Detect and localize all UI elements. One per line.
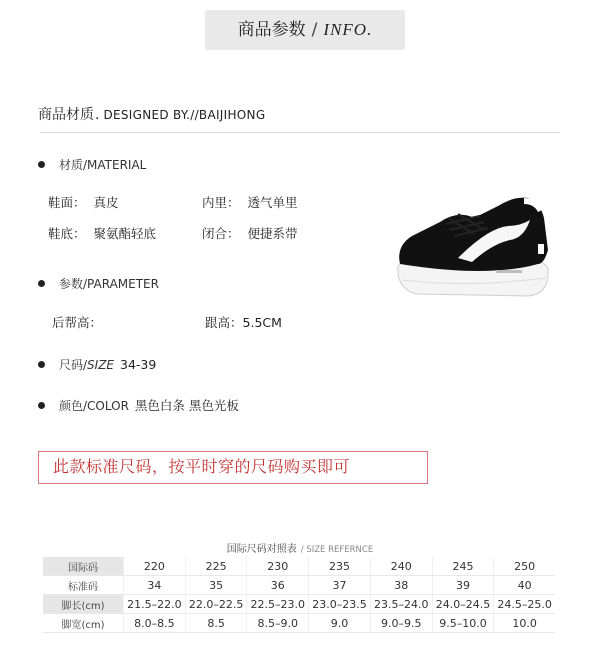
color-label: 颜色/ [59, 399, 88, 413]
title-en: INFO. [323, 20, 373, 39]
heel-label: 跟高： [205, 315, 243, 330]
section-divider [40, 132, 560, 133]
sole-field [48, 224, 156, 242]
heel-back-field [52, 313, 102, 331]
table-cell: 225 [185, 557, 247, 576]
table-cell: 250 [494, 557, 555, 576]
table-cell: 23.5–24.0 [370, 595, 432, 614]
closure-field [202, 224, 298, 242]
table-cell: 235 [309, 557, 371, 576]
sole-value: 聚氨酯轻底 [93, 226, 157, 241]
bullet-icon [38, 402, 45, 409]
bullet-icon [38, 161, 45, 168]
lining-value: 透气单里 [247, 195, 298, 210]
bullet-icon [38, 361, 45, 368]
table-cell: 8.0–8.5 [124, 614, 186, 633]
table-cell: 9.0–9.5 [370, 614, 432, 633]
bullet-icon [38, 280, 45, 287]
table-cell: 35 [185, 576, 247, 595]
table-cell: 40 [494, 576, 555, 595]
upper-field [48, 193, 119, 211]
color-row [38, 396, 239, 414]
table-row [43, 557, 555, 576]
table-cell: 38 [370, 576, 432, 595]
table-row [43, 576, 555, 595]
row-header: 国际码 [43, 557, 124, 576]
table-cell: 245 [432, 557, 494, 576]
closure-label: 闭合： [202, 226, 240, 241]
table-cell: 22.5–23.0 [247, 595, 309, 614]
table-cell: 230 [247, 557, 309, 576]
table-cell: 23.0–23.5 [309, 595, 371, 614]
heel-field [205, 313, 282, 331]
row-header: 脚长(cm) [43, 595, 124, 614]
lining-field [202, 193, 298, 211]
title-zh: 商品参数 [237, 20, 306, 40]
table-cell: 36 [247, 576, 309, 595]
material-heading-text: 材质/MATERIAL [59, 158, 147, 172]
table-cell: 8.5–9.0 [247, 614, 309, 633]
table-cell: 24.0–24.5 [432, 595, 494, 614]
table-cell: 24.5–25.0 [494, 595, 555, 614]
row-header: 脚宽(cm) [43, 614, 124, 633]
row-header: 标准码 [43, 576, 124, 595]
table-cell: 8.5 [185, 614, 247, 633]
size-table-title [0, 540, 600, 555]
size-label-en: SIZE [87, 358, 115, 372]
table-cell: 34 [124, 576, 186, 595]
table-cell: 10.0 [494, 614, 555, 633]
page-title [205, 10, 405, 50]
table-cell: 37 [309, 576, 371, 595]
table-cell: 21.5–22.0 [124, 595, 186, 614]
table-cell: 39 [432, 576, 494, 595]
size-row [38, 356, 156, 373]
size-table-title-zh: 国际尺码对照表 [226, 544, 297, 555]
parameter-heading-text: 参数/PARAMETER [59, 277, 159, 291]
table-cell: 240 [370, 557, 432, 576]
size-table [43, 557, 555, 633]
color-label-en: COLOR [87, 399, 129, 413]
section-heading [38, 104, 265, 124]
section-label-zh: 商品材质 [38, 107, 94, 123]
table-row [43, 614, 555, 633]
size-notice: 此款标准尺码，按平时穿的尺码购买即可 [38, 451, 428, 484]
lining-label: 内里： [202, 195, 240, 210]
title-separator: / [311, 20, 318, 40]
size-value: 34-39 [120, 357, 157, 372]
heel-back-label: 后帮高： [52, 315, 103, 330]
size-label: 尺码/ [59, 358, 88, 372]
table-row [43, 595, 555, 614]
table-cell: 9.5–10.0 [432, 614, 494, 633]
material-heading [38, 156, 146, 173]
upper-label: 鞋面： [48, 195, 86, 210]
section-label-en: DESIGNED BY.//BAIJIHONG [103, 108, 266, 122]
table-cell: 22.0–22.5 [185, 595, 247, 614]
color-value: 黑色白条 黑色光板 [134, 398, 239, 413]
upper-value: 真皮 [93, 195, 119, 210]
table-cell: 220 [124, 557, 186, 576]
sneaker-image [388, 188, 558, 313]
heel-value: 5.5CM [242, 315, 282, 330]
section-label-sep: . [95, 107, 100, 123]
table-cell: 9.0 [309, 614, 371, 633]
sole-label: 鞋底： [48, 226, 86, 241]
closure-value: 便捷系带 [247, 226, 298, 241]
size-table-title-en: / SIZE REFERNCE [300, 545, 374, 555]
parameter-heading [38, 275, 159, 292]
